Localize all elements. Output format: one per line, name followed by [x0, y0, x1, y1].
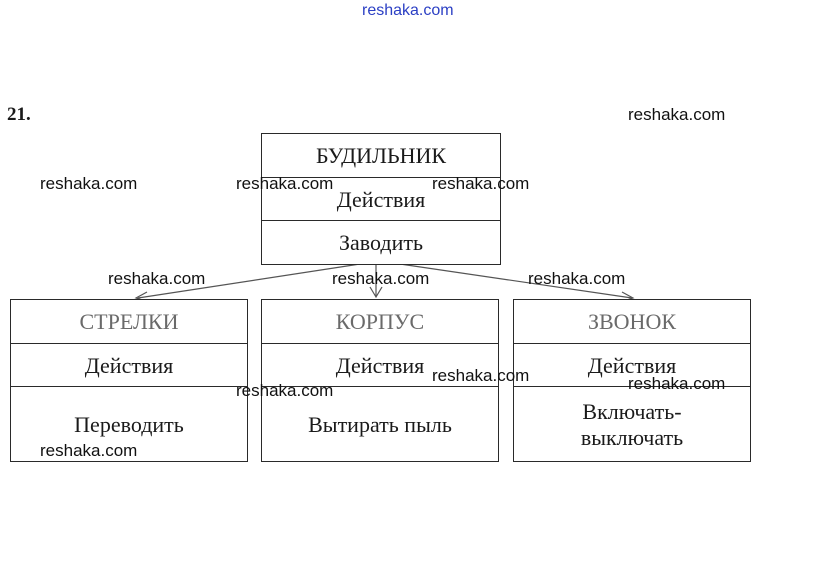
problem-number: 21.: [7, 104, 31, 125]
child-class-box-strelki: [10, 299, 248, 462]
child-class-title: ЗВОНОК: [587, 308, 677, 334]
watermark: reshaka.com: [236, 381, 334, 400]
root-class-box: [261, 133, 501, 265]
watermark: reshaka.com: [332, 269, 430, 288]
watermark: reshaka.com: [236, 174, 334, 193]
child-section-label: Действия: [11, 343, 247, 387]
watermark: reshaka.com: [432, 174, 530, 193]
child-section-label: Действия: [514, 343, 750, 387]
root-class-title: БУДИЛЬНИК: [315, 142, 447, 168]
watermark: reshaka.com: [432, 366, 530, 385]
watermark: reshaka.com: [40, 174, 138, 193]
watermark: reshaka.com: [628, 374, 726, 393]
child-action: Вытирать пыль: [262, 386, 498, 462]
root-section-label: Действия: [262, 177, 500, 221]
child-section-label: Действия: [262, 343, 498, 387]
watermark: reshaka.com: [528, 269, 626, 288]
root-action: Заводить: [262, 220, 500, 264]
watermark: reshaka.com: [628, 105, 726, 124]
watermark: reshaka.com: [108, 269, 206, 288]
child-action: Включать- выключать: [514, 386, 750, 462]
child-class-title: КОРПУС: [335, 308, 425, 334]
child-action: Переводить: [11, 386, 247, 462]
child-class-title: СТРЕЛКИ: [79, 308, 179, 334]
site-header-link[interactable]: reshaka.com: [362, 2, 454, 19]
watermark: reshaka.com: [40, 441, 138, 460]
